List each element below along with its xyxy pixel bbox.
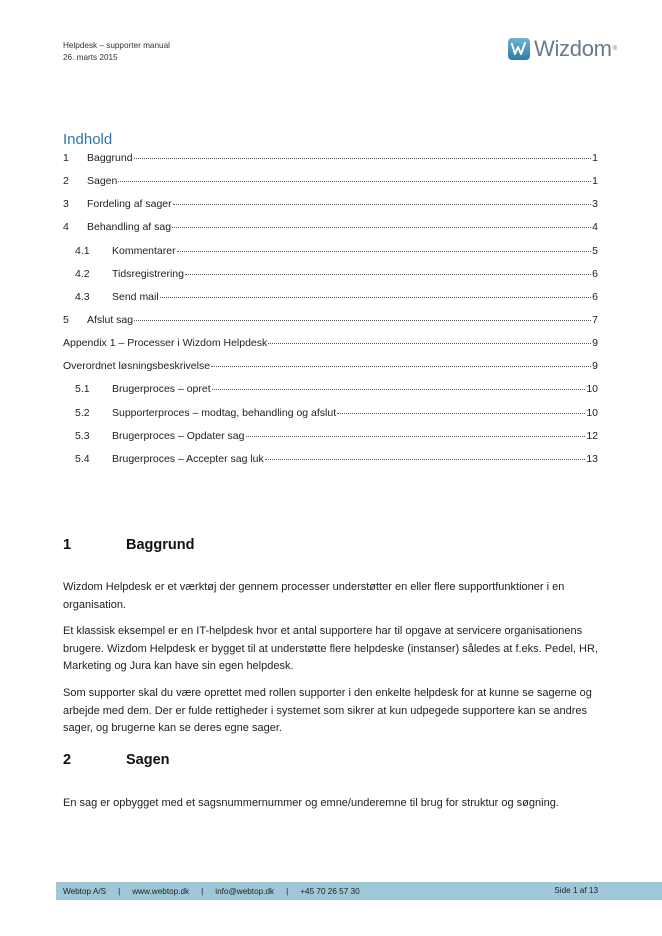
- toc-entry-4-2[interactable]: 4.2 Tidsregistrering 6: [75, 267, 598, 280]
- footer-page-number: Side 1 af 13: [554, 886, 598, 895]
- toc-entry-5-4[interactable]: 5.4 Brugerproces – Accepter sag luk 13: [75, 452, 598, 465]
- toc-entry-4-1[interactable]: 4.1 Kommentarer 5: [75, 244, 598, 257]
- toc-entry-4-3[interactable]: 4.3 Send mail 6: [75, 290, 598, 303]
- footer-email-link[interactable]: info@webtop.dk: [215, 886, 275, 896]
- section-heading-sagen: 2 Sagen: [63, 752, 170, 768]
- footer-website-link[interactable]: www.webtop.dk: [132, 886, 190, 896]
- toc-entry-overview[interactable]: Overordnet løsningsbeskrivelse 9: [63, 360, 598, 373]
- toc-entry-4[interactable]: 4 Behandling af sag 4: [63, 221, 598, 234]
- toc-title: Indhold: [63, 131, 113, 148]
- logo-registered-mark: ®: [612, 46, 618, 52]
- footer-separator: |: [201, 886, 204, 896]
- toc-entry-appendix-1[interactable]: Appendix 1 – Processer i Wizdom Helpdesk 9: [63, 337, 598, 350]
- wizdom-w-icon: [508, 38, 530, 60]
- toc-entry-5-2[interactable]: 5.2 Supporterproces – modtag, behandling og afslut 10: [75, 406, 598, 419]
- toc-entry-5-1[interactable]: 5.1 Brugerproces – opret 10: [75, 383, 598, 396]
- toc-entry-2[interactable]: 2 Sagen 1: [63, 175, 598, 188]
- toc-entry-5-3[interactable]: 5.3 Brugerproces – Opdater sag 12: [75, 429, 598, 442]
- footer-company: Webtop A/S: [63, 886, 107, 896]
- paragraph: Et klassisk eksempel er en IT-helpdesk hvor et antal supportere har til opgave at servicere organisationens brugere. Wizdom Helpdesk er bygget til at understøtte flere helpdeske (instanser) således at f.eks. Pedel, HR, Marketing og Jura kan have sin egen helpdesk.: [63, 625, 598, 673]
- footer-separator: |: [118, 886, 121, 896]
- toc-entry-1[interactable]: 1 Baggrund 1: [63, 152, 598, 164]
- table-of-contents: [63, 152, 598, 476]
- paragraph: Wizdom Helpdesk er et værktøj der gennem processer understøtter en eller flere supportfunktioner i en organisation.: [63, 581, 565, 611]
- logo-text: Wizdom: [534, 36, 612, 61]
- footer-phone: +45 70 26 57 30: [300, 886, 360, 896]
- toc-entry-3[interactable]: 3 Fordeling af sager 3: [63, 198, 598, 211]
- page-footer: [56, 882, 662, 900]
- document-header-meta: [63, 40, 170, 63]
- section-heading-baggrund: 1 Baggrund: [63, 537, 195, 553]
- paragraph: En sag er opbygget med et sagsnummernummer og emne/underemne til brug for struktur og søgning.: [63, 797, 559, 809]
- wizdom-logo: [508, 36, 617, 62]
- document-date: 26. marts 2015: [63, 52, 118, 62]
- footer-separator: |: [286, 886, 289, 896]
- document-title: Helpdesk – supporter manual: [63, 41, 170, 50]
- paragraph: Som supporter skal du være oprettet med rollen supporter i den enkelte helpdesk for at kunne se sagerne og arbejde med dem. Der er fulde rettigheder i systemet som sikrer at kun udpegede supportere kan se andres sager, og brugerne kan se deres egne sager.: [63, 687, 592, 735]
- toc-entry-5[interactable]: 5 Afslut sag 7: [63, 313, 598, 326]
- footer-contact-line: [63, 882, 360, 900]
